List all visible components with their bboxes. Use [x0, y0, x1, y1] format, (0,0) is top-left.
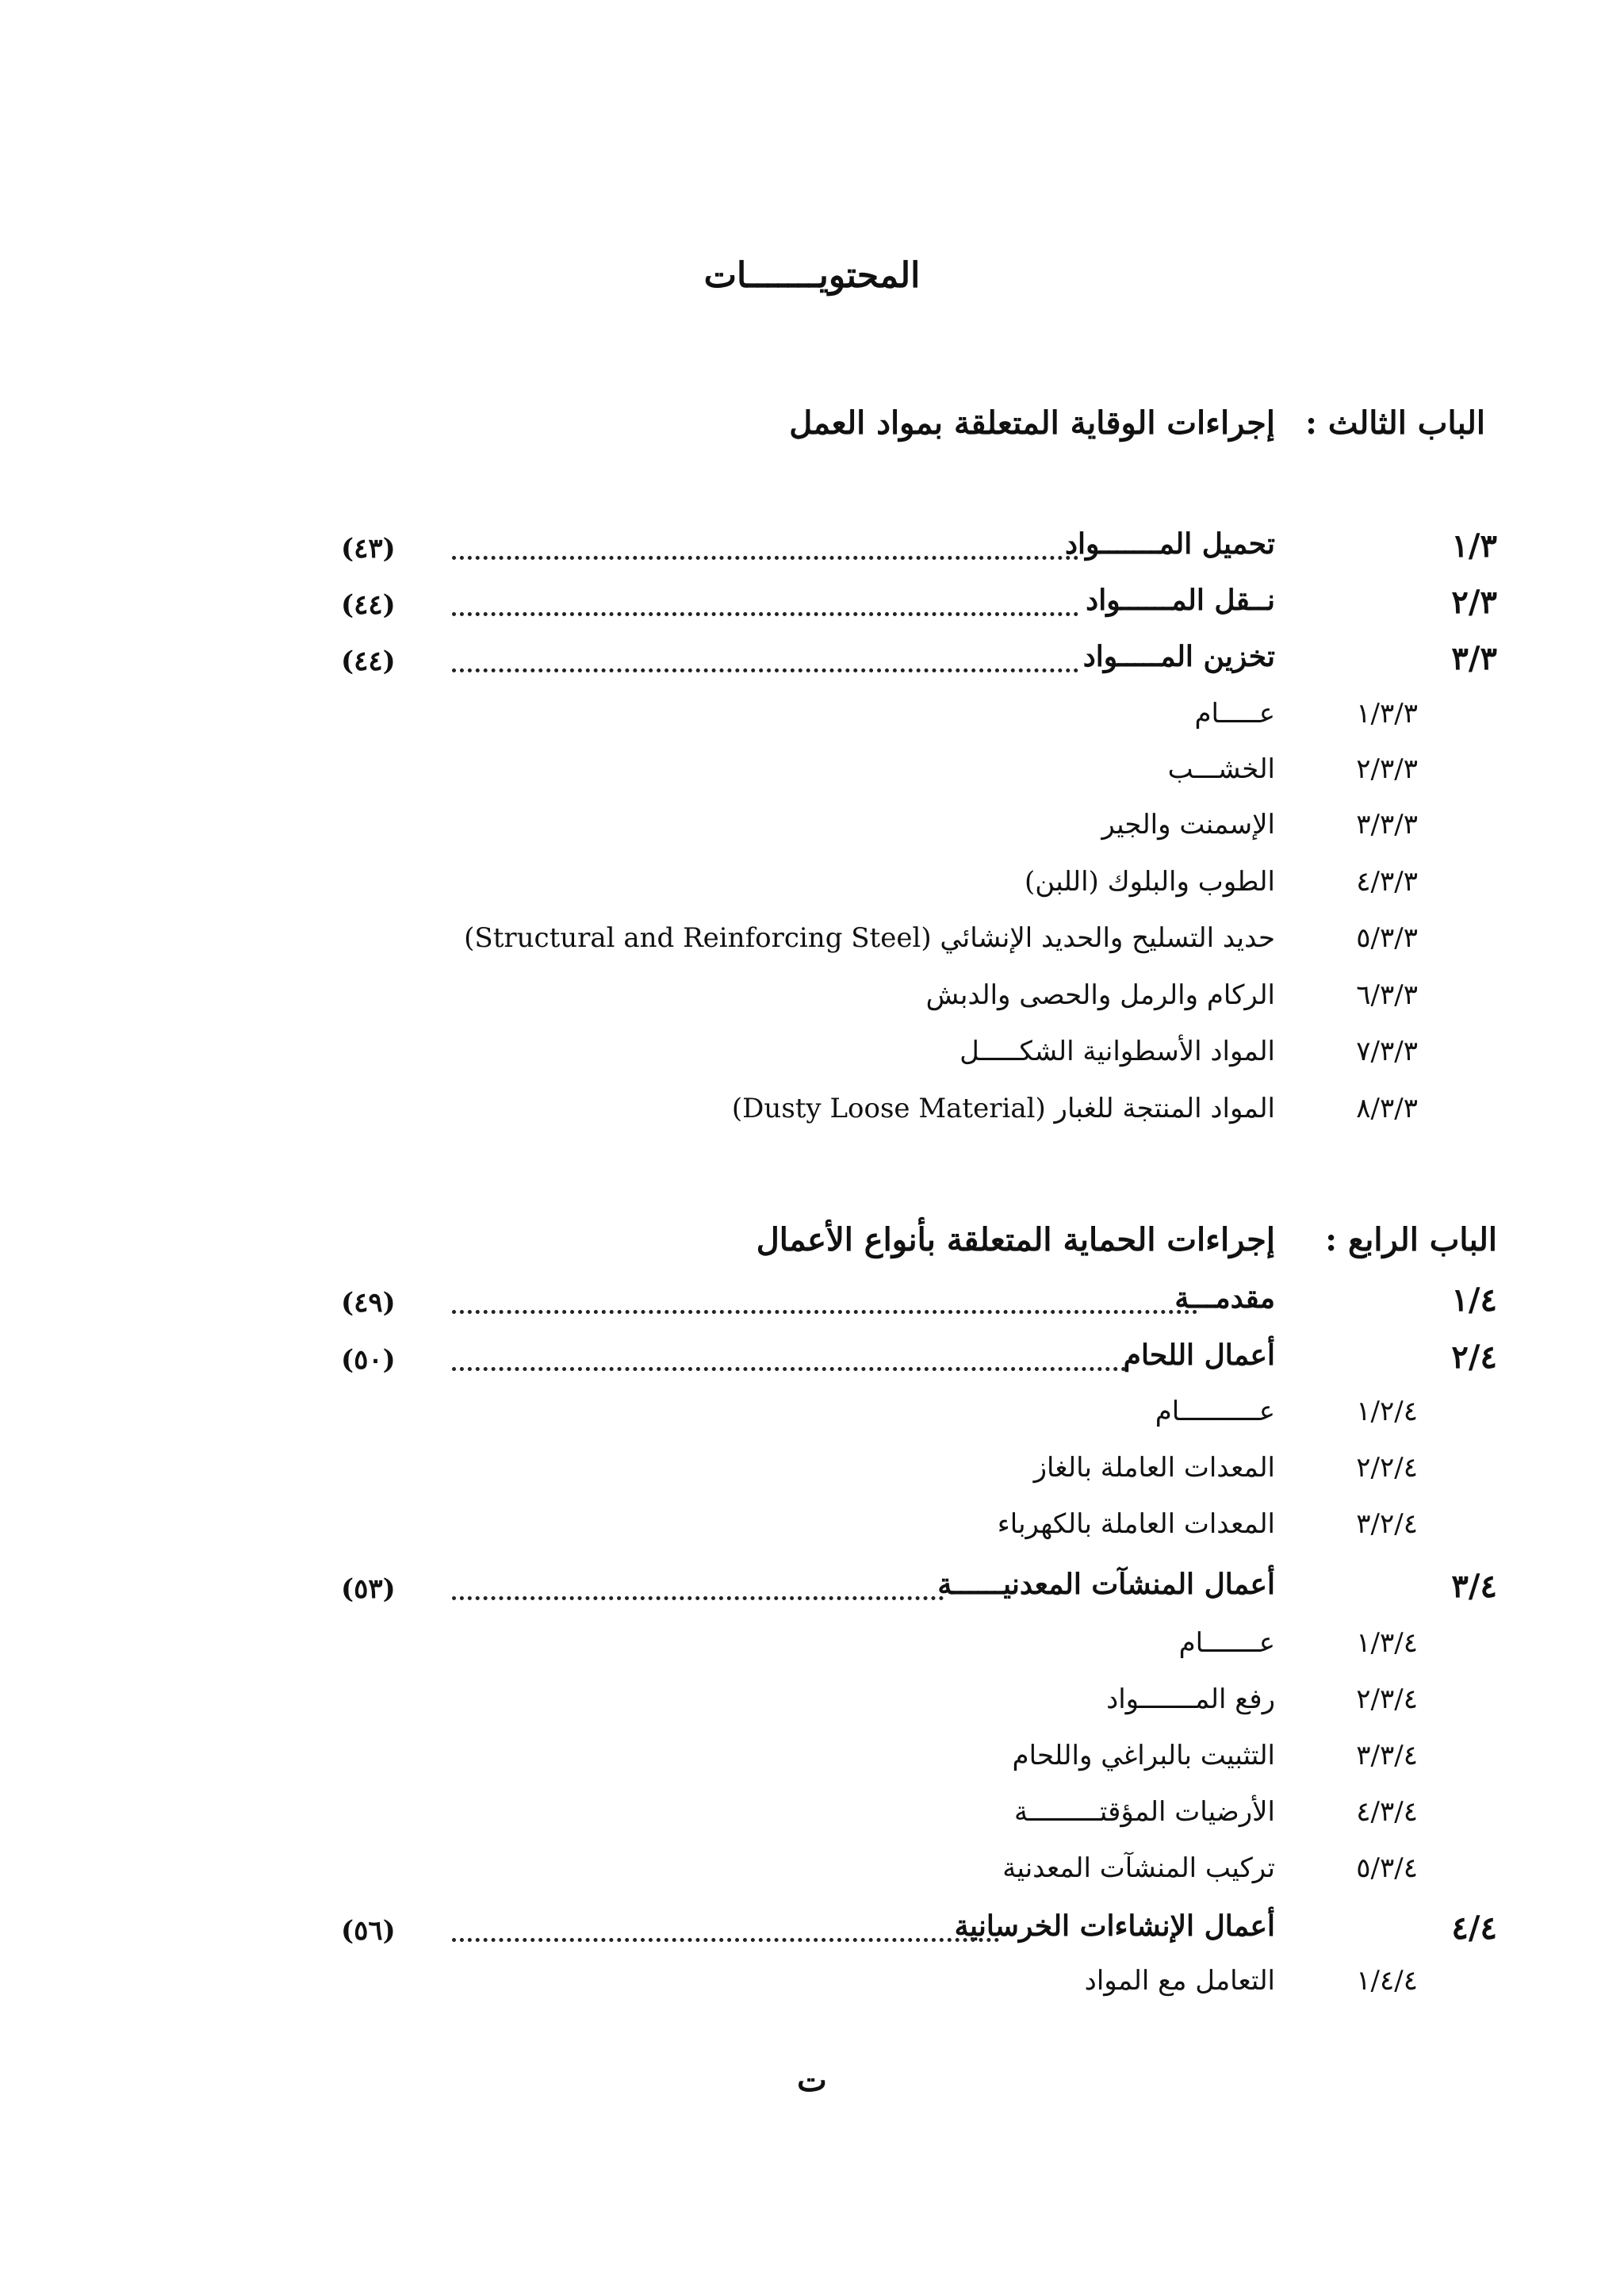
page-ref: (٥٠): [341, 1344, 396, 1376]
subsection-num: ٧/٣/٣: [1356, 1036, 1418, 1067]
page-title: المحتويـــــــات: [703, 255, 921, 296]
subsection-title: المعدات العاملة بالغاز: [1033, 1452, 1275, 1484]
subsection-num: ٨/٣/٣: [1356, 1093, 1418, 1124]
subsection-title: المعدات العاملة بالكهرباء: [997, 1508, 1275, 1540]
subsection-num: ٢/٣/٤: [1356, 1683, 1418, 1715]
subsection-num: ٥/٣/٤: [1356, 1852, 1418, 1884]
subsection-title: تركيب المنشآت المعدنية: [1002, 1852, 1275, 1884]
section-num: ٣/٤: [1451, 1568, 1497, 1605]
subsection-num: ٤/٣/٤: [1356, 1796, 1418, 1828]
dot-leader: [452, 609, 1078, 616]
section-title: تخزين المـــــواد: [1082, 640, 1275, 673]
page-ref: (٤٩): [341, 1287, 396, 1319]
page-ref: (٤٣): [341, 533, 396, 565]
subsection-num: ٤/٣/٣: [1356, 866, 1418, 898]
page-number: ت: [797, 2062, 827, 2099]
section-title: نــقل المــــــواد: [1086, 584, 1275, 617]
subsection-num: ١/٢/٤: [1356, 1396, 1418, 1427]
dot-leader: [452, 1593, 944, 1600]
page-ref: (٥٦): [341, 1915, 396, 1947]
subsection-num: ٥/٣/٣: [1356, 922, 1418, 954]
subsection-title: المواد المنتجة للغبار (Dusty Loose Material): [731, 1093, 1275, 1124]
subsection-num: ١/٣/٣: [1356, 698, 1418, 730]
dot-leader: [452, 553, 1078, 560]
subsection-num: ١/٣/٤: [1356, 1627, 1418, 1659]
chapter-3-title: إجراءات الوقاية المتعلقة بمواد العمل: [789, 404, 1275, 442]
dot-leader: [452, 1364, 1126, 1371]
chapter-4-title: إجراءات الحماية المتعلقة بأنواع الأعمال: [756, 1221, 1275, 1258]
page-ref: (٤٤): [341, 589, 396, 621]
subsection-title: عــــــــــام: [1155, 1396, 1275, 1427]
subsection-title: التثبيت بالبراغي واللحام: [1012, 1740, 1275, 1771]
section-title: أعمال اللحام: [1123, 1338, 1275, 1372]
section-num: ٤/٤: [1451, 1909, 1497, 1947]
subsection-num: ٢/٢/٤: [1356, 1452, 1418, 1484]
subsection-title: الخشـــب: [1167, 753, 1275, 785]
subsection-num: ٦/٣/٣: [1356, 979, 1418, 1011]
subsection-title: المواد الأسطوانية الشكـــــل: [959, 1036, 1275, 1067]
subsection-title: الركام والرمل والحصى والدبش: [925, 979, 1275, 1011]
subsection-num: ٣/٢/٤: [1356, 1508, 1418, 1540]
subsection-title: عـــــام: [1194, 698, 1275, 730]
subsection-num: ١/٤/٤: [1356, 1965, 1418, 1997]
dot-leader: [452, 665, 1078, 672]
page-ref: (٤٤): [341, 645, 396, 677]
chapter-3-label: الباب الثالث :: [1305, 404, 1485, 442]
dot-leader: [452, 1307, 1197, 1314]
section-num: ٢/٤: [1451, 1338, 1497, 1376]
chapter-4-label: الباب الرابع :: [1325, 1221, 1497, 1258]
subsection-title: الأرضيات المؤقتـــــــــة: [1014, 1796, 1275, 1828]
subsection-title: حديد التسليح والحديد الإنشائي (Structural and Reinforcing Steel): [464, 922, 1275, 954]
subsection-title: الإسمنت والجير: [1101, 809, 1275, 841]
subsection-title: التعامل مع المواد: [1084, 1965, 1275, 1997]
subsection-num: ٢/٣/٣: [1356, 753, 1418, 785]
section-title: أعمال المنشآت المعدنيــــــة: [937, 1568, 1275, 1601]
subsection-title: رفع المـــــــواد: [1106, 1683, 1275, 1715]
section-num: ٣/٣: [1451, 640, 1497, 677]
dot-leader: [452, 1935, 999, 1942]
subsection-num: ٣/٣/٤: [1356, 1740, 1418, 1771]
section-title: أعمال الإنشاءات الخرسانية: [954, 1909, 1275, 1943]
subsection-title: الطوب والبلوك (اللبن): [1025, 866, 1275, 898]
subsection-num: ٣/٣/٣: [1356, 809, 1418, 841]
section-num: ٢/٣: [1451, 584, 1497, 621]
subsection-title: عـــــــام: [1178, 1627, 1275, 1659]
page-ref: (٥٣): [341, 1573, 396, 1605]
section-num: ١/٣: [1451, 527, 1497, 565]
section-title: مقدمـــة: [1174, 1281, 1275, 1315]
section-num: ١/٤: [1451, 1281, 1497, 1319]
section-title: تحميل المـــــــواد: [1065, 527, 1275, 561]
